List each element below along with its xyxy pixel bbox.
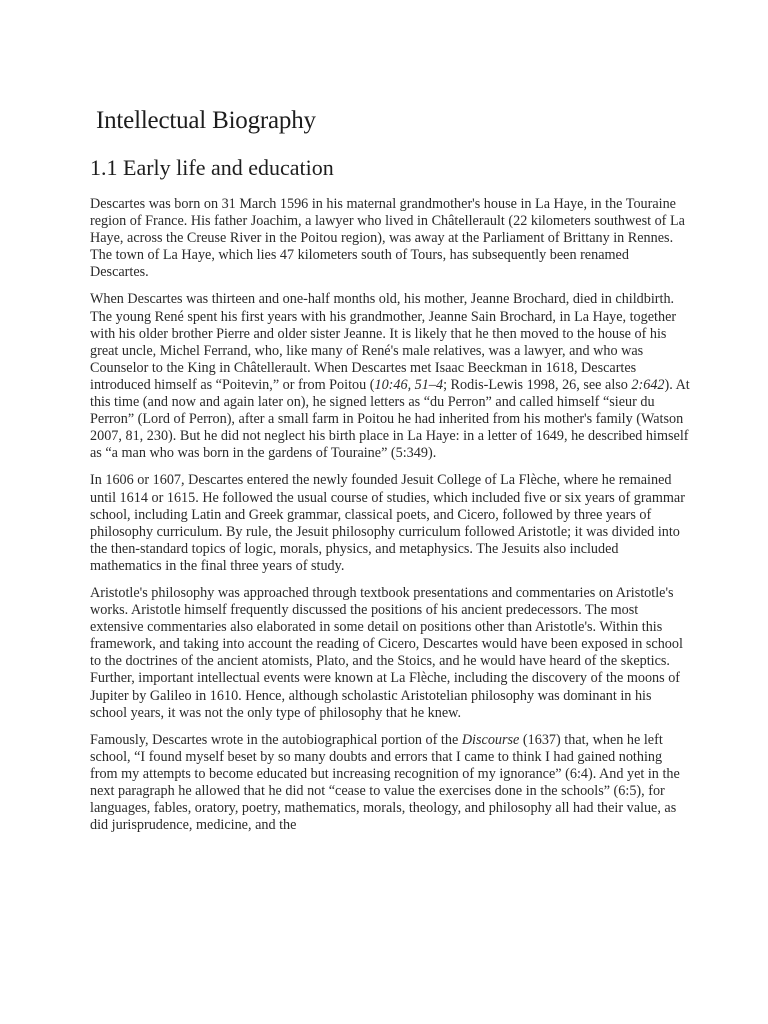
paragraph bbox=[90, 196, 690, 281]
text-run: ). At this time (and now and again later on), he signed letters as “du Perron” and called himself “sieur du Perron” (Lord of Perron), after a small farm in Poitou he had inherited from his mother's family (Watson 2007, 81, 230). But he did not neglect his birth place in La Haye: in a letter of 1649, he described himself as “a man who was born in the gardens of Touraine” (5:349). bbox=[90, 376, 690, 462]
paragraph bbox=[90, 585, 690, 722]
paragraph bbox=[90, 472, 690, 575]
text-run: Descartes was born on 31 March 1596 in his maternal grandmother's house in La Haye, in the Touraine region of France. His father Joachim, a lawyer who lived in Châtellerault (22 kilometers southwest of La Haye, across the Creuse River in the Poitou region), was away at the Parliament of Brittany in Rennes. The town of La Haye, which lies 47 kilometers south of Tours, has subsequently been renamed Descartes. bbox=[90, 196, 685, 281]
section-heading: 1.1 Early life and education bbox=[90, 155, 334, 180]
text-run: When Descartes was thirteen and one-half months old, his mother, Jeanne Brochard, died in childbirth. The young René spent his first years with his grandmother, Jeanne Sain Brochard, in La Haye, together with his older brother Pierre and older sister Jeanne. It is likely that he then moved to the house of his great uncle, Michel Ferrand, who, like many of René's male relatives, was a lawyer, and who was Counselor to the King in Châtellerault. When Descartes met Isaac Beeckman in 1618, Descartes introduced himself as “Poitevin,” or from Poitou ( bbox=[90, 291, 677, 393]
text-run: ; Rodis-Lewis 1998, 26, see also bbox=[443, 376, 632, 393]
document-title: Intellectual Biography bbox=[96, 107, 316, 134]
paragraph bbox=[90, 732, 690, 835]
italic-citation: 2:642 bbox=[631, 376, 665, 393]
text-run: Aristotle's philosophy was approached through textbook presentations and commentaries on Aristotle's works. Aristotle himself frequently discussed the positions of his ancient predecessors. The most extensive commentaries also elaborated in some detail on positions other than Aristotle's. Within this framework, and taking into account the reading of Cicero, Descartes would have been exposed in school to the doctrines of the ancient atomists, Plato, and the Stoics, and he would have heard of the skeptics. Further, important intellectual events were known at La Flèche, including the discovery of the moons of Jupiter by Galileo in 1610. Hence, although scholastic Aristotelian philosophy was dominant in his school years, it was not the only type of philosophy that he knew. bbox=[90, 584, 683, 721]
text-run: Famously, Descartes wrote in the autobiographical portion of the bbox=[90, 731, 462, 748]
body-text bbox=[90, 196, 690, 834]
text-run: (1637) that, when he left school, “I found myself beset by so many doubts and errors that I came to think I had gained nothing from my attempts to become educated but increasing recognition of my ignorance” (6:4). And yet in the next paragraph he allowed that he did not “cease to value the exercises done in the schools” (6:5), for languages, fables, oratory, poetry, mathematics, morals, theology, and philosophy all had their value, as did jurisprudence, medicine, and the bbox=[90, 731, 680, 834]
italic-citation: Discourse bbox=[461, 731, 520, 748]
document-page bbox=[90, 104, 690, 844]
paragraph bbox=[90, 291, 690, 462]
italic-citation: 10:46, 51–4 bbox=[374, 376, 444, 393]
text-run: In 1606 or 1607, Descartes entered the newly founded Jesuit College of La Flèche, where he remained until 1614 or 1615. He followed the usual course of studies, which included five or six years of grammar school, including Latin and Greek grammar, classical poets, and Cicero, followed by three years of philosophy curriculum. By rule, the Jesuit philosophy curriculum followed Aristotle; it was divided into the then-standard topics of logic, morals, physics, and metaphysics. The Jesuits also included mathematics in the final three years of study. bbox=[90, 472, 685, 574]
